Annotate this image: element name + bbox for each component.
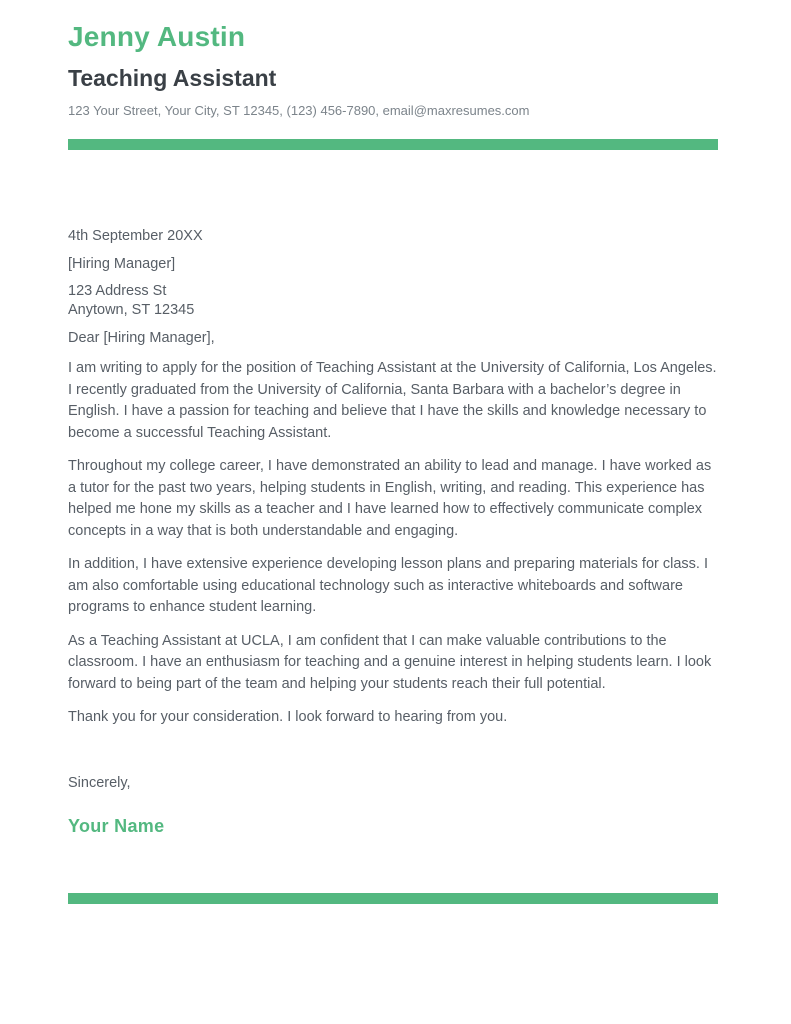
letter-paragraph: In addition, I have extensive experience developing lesson plans and preparing materials for class. I am also comfortable using educational technology such as interactive whiteboards and software programs to enhance student learning. [68,556,708,615]
recipient-name: [Hiring Manager] [68,256,176,272]
recipient-address-line1: 123 Address St [68,283,167,299]
letter-body [68,226,718,837]
letter-paragraph: I am writing to apply for the position of Teaching Assistant at the University of California, Los Angeles. I recently graduated from the University of California, Santa Barbara with a bachelor’s degree in English. I have a passion for teaching and believe that I have the skills and knowledge necessary to become a successful Teaching Assistant. [68,360,717,441]
signature-name: Your Name [68,815,165,836]
letter-paragraph: As a Teaching Assistant at UCLA, I am confident that I can make valuable contributions to the classroom. I have an enthusiasm for teaching and a genuine interest in helping students learn. I look forward to being part of the team and helping your students reach their full potential. [68,632,712,692]
top-divider-bar [68,139,718,150]
letter-paragraph: Throughout my college career, I have demonstrated an ability to lead and manage. I have worked as a tutor for the past two years, helping students in English, writing, and reading. This experience has helped me hone my skills as a teacher and I have learned how to effectively communicate complex concepts in a way that is both understandable and engaging. [68,458,712,539]
salutation: Dear [Hiring Manager], [68,330,215,346]
candidate-name: Jenny Austin [68,21,246,52]
contact-info: 123 Your Street, Your City, ST 12345, (123) 456-7890, email@maxresumes.com [68,103,530,118]
recipient-address [68,282,718,320]
closing-line: Sincerely, [68,774,131,791]
recipient-address-line2: Anytown, ST 12345 [68,302,195,318]
bottom-divider-bar [68,893,718,904]
letter-paragraph: Thank you for your consideration. I look forward to hearing from you. [68,709,508,725]
letter-header [68,20,718,150]
job-title: Teaching Assistant [68,65,277,91]
letter-date: 4th September 20XX [68,228,203,244]
